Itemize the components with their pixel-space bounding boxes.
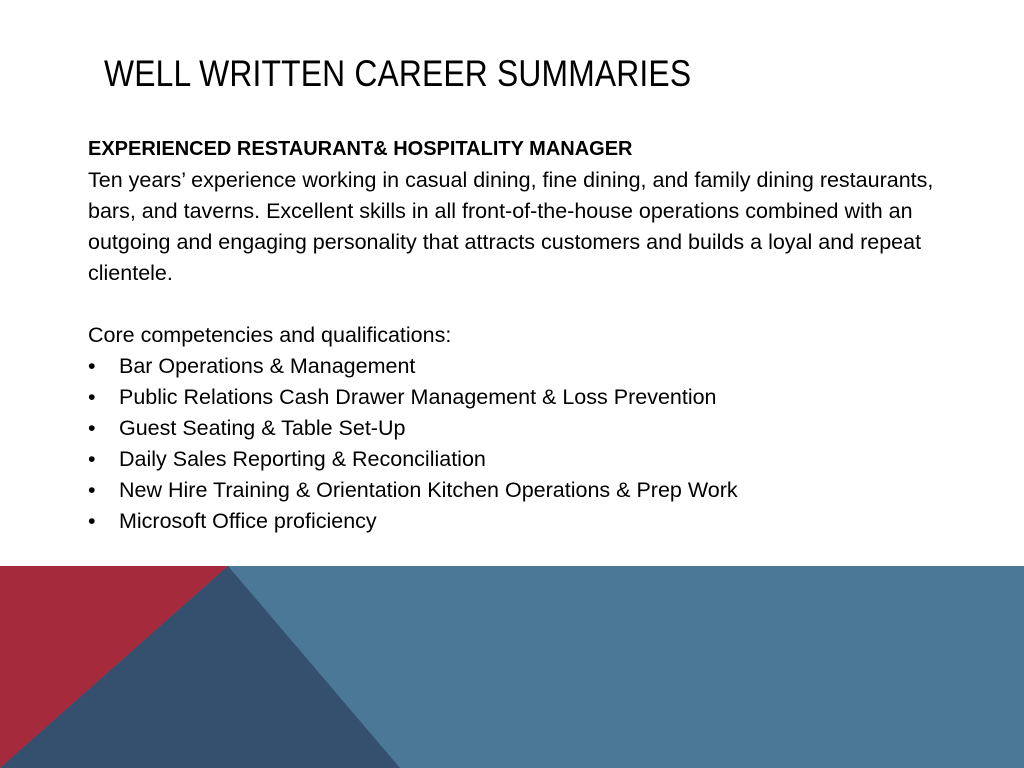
competency-text: New Hire Training & Orientation Kitchen Operations & Prep Work — [119, 478, 738, 502]
bullet-icon: • — [88, 478, 96, 502]
slide-title: WELL WRITTEN CAREER SUMMARIES — [104, 53, 692, 94]
competency-text: Daily Sales Reporting & Reconciliation — [119, 447, 486, 471]
competency-item — [88, 382, 968, 413]
bullet-icon: • — [88, 354, 96, 378]
competency-text: Guest Seating & Table Set-Up — [119, 416, 406, 440]
competency-item — [88, 413, 968, 444]
competency-text: Bar Operations & Management — [119, 354, 416, 378]
decorative-footer-band — [0, 566, 1024, 768]
content-area — [88, 134, 968, 537]
bullet-icon: • — [88, 416, 96, 440]
competency-item — [88, 351, 968, 382]
competency-item — [88, 475, 968, 506]
summary-heading: EXPERIENCED RESTAURANT& HOSPITALITY MANAGER — [88, 138, 633, 160]
competencies-list — [88, 351, 968, 537]
summary-paragraph: Ten years’ experience working in casual dining, fine dining, and family dining restaurants, bars, and taverns. Excellent skills in all front-of-the-house operations combined with an outgoing and engaging personality that attracts customers and builds a loyal and repeat clientele. — [88, 168, 934, 285]
bullet-icon: • — [88, 509, 96, 533]
competency-item — [88, 444, 968, 475]
bullet-icon: • — [88, 447, 96, 471]
competencies-label: Core competencies and qualifications: — [88, 323, 452, 347]
competency-text: Microsoft Office proficiency — [119, 509, 377, 533]
competency-item — [88, 506, 968, 537]
bullet-icon: • — [88, 385, 96, 409]
competency-text: Public Relations Cash Drawer Management & Loss Prevention — [119, 385, 717, 409]
